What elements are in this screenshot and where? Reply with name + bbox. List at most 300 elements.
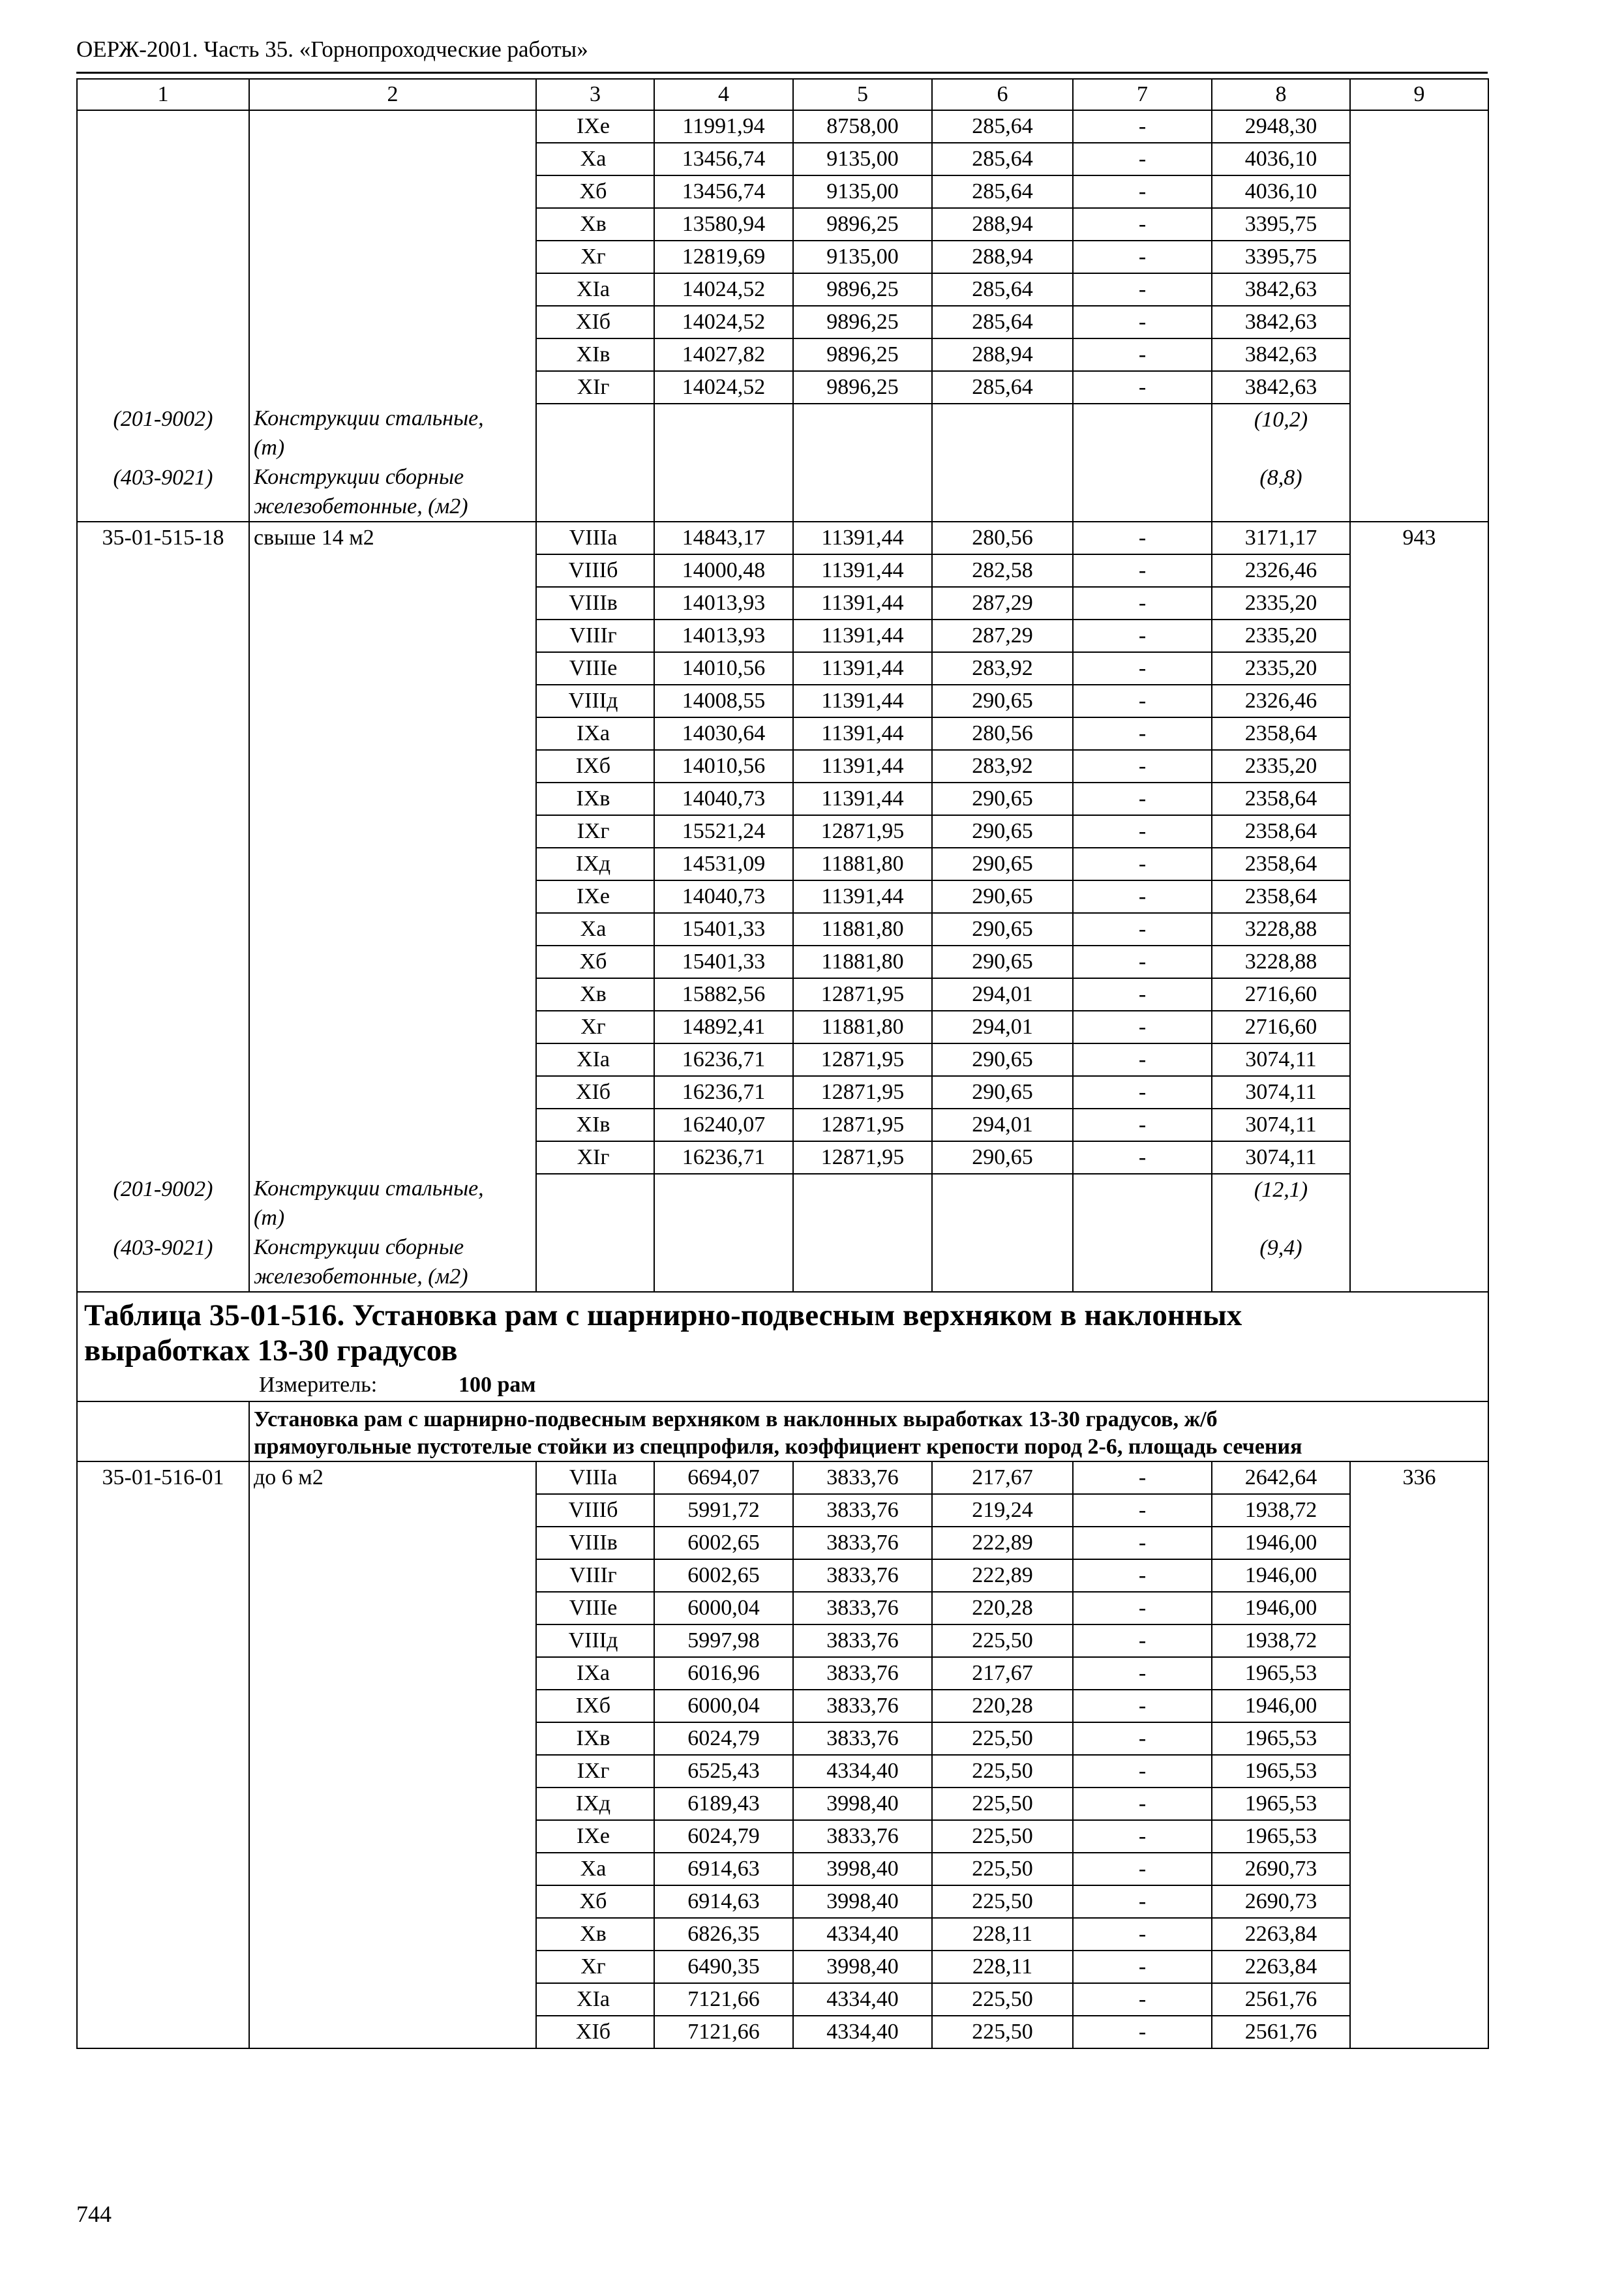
cell-c3: Xa: [536, 913, 654, 946]
cell-c7: -: [1073, 1011, 1212, 1043]
column-number: 5: [793, 79, 932, 110]
table-row: [77, 1043, 1488, 1076]
cell-c4: 14000,48: [654, 554, 793, 587]
header-rule: [76, 72, 1488, 74]
cell-c6: 219,24: [932, 1494, 1073, 1527]
material-code: (201-9002): [77, 1174, 249, 1233]
cell-c7: -: [1073, 1788, 1212, 1820]
column-number: 8: [1212, 79, 1350, 110]
table-row: [77, 554, 1488, 587]
table-cell: [793, 404, 932, 462]
cell-c6: 225,50: [932, 1788, 1073, 1820]
cell-c3: IXд: [536, 1788, 654, 1820]
cell-c5: 11391,44: [793, 685, 932, 717]
cell-c5: 3998,40: [793, 1951, 932, 1983]
cell-c8: 2335,20: [1212, 652, 1350, 685]
cell-c4: 7121,66: [654, 1983, 793, 2016]
cell-c5: 3833,76: [793, 1527, 932, 1559]
cell-c5: 12871,95: [793, 1109, 932, 1141]
table-row: [77, 1624, 1488, 1657]
table-cell: [1350, 306, 1488, 338]
table-cell: [77, 1755, 249, 1788]
material-code: (403-9021): [77, 1233, 249, 1292]
cell-c4: 6694,07: [654, 1461, 793, 1494]
table-cell: [249, 143, 536, 175]
table-cell: [1350, 1885, 1488, 1918]
table-cell: [249, 652, 536, 685]
cell-c7: -: [1073, 273, 1212, 306]
table-cell: [1073, 462, 1212, 522]
table-cell: [654, 404, 793, 462]
table-cell: [1350, 554, 1488, 587]
cell-c4: 6914,63: [654, 1885, 793, 1918]
cell-c3: IXд: [536, 848, 654, 880]
cell-c3: XIв: [536, 1109, 654, 1141]
table-row: [77, 587, 1488, 620]
table-row: [77, 1983, 1488, 2016]
table-row: [77, 2016, 1488, 2048]
cell-c3: IXв: [536, 1722, 654, 1755]
cell-c8: 3171,17: [1212, 522, 1350, 554]
table-cell: [1350, 587, 1488, 620]
cell-c7: -: [1073, 1592, 1212, 1624]
table-cell: [249, 1141, 536, 1174]
cell-c8: 4036,10: [1212, 175, 1350, 208]
cell-c4: 6002,65: [654, 1559, 793, 1592]
cell-c4: 6024,79: [654, 1722, 793, 1755]
table-row: [77, 848, 1488, 880]
cell-c6: 222,89: [932, 1559, 1073, 1592]
measure-unit: [84, 1371, 1481, 1399]
cell-c7: -: [1073, 2016, 1212, 2048]
cell-c7: -: [1073, 1755, 1212, 1788]
table-cell: [1350, 685, 1488, 717]
cell-c7: -: [1073, 946, 1212, 978]
table-cell: [249, 913, 536, 946]
norm-description: свыше 14 м2: [249, 522, 536, 554]
table-cell: [249, 2016, 536, 2048]
table-row: [77, 1853, 1488, 1885]
cell-c4: 13456,74: [654, 143, 793, 175]
cell-c5: 3833,76: [793, 1657, 932, 1690]
table-cell: [536, 462, 654, 522]
cell-c8: 2326,46: [1212, 554, 1350, 587]
cell-c8: 3074,11: [1212, 1043, 1350, 1076]
cell-c4: 14024,52: [654, 273, 793, 306]
running-header: ОЕРЖ-2001. Часть 35. «Горнопроходческие работы»: [76, 37, 588, 62]
cell-c8: 1938,72: [1212, 1494, 1350, 1527]
table-cell: [249, 1853, 536, 1885]
cell-c6: 283,92: [932, 750, 1073, 783]
table-row: [77, 175, 1488, 208]
cell-c6: 225,50: [932, 1853, 1073, 1885]
table-row: [77, 783, 1488, 815]
table-cell: [77, 848, 249, 880]
cell-c6: 287,29: [932, 620, 1073, 652]
column-number-row: [77, 79, 1488, 110]
table-row: [77, 1951, 1488, 1983]
table-cell: [1350, 143, 1488, 175]
cell-c8: 2690,73: [1212, 1853, 1350, 1885]
table-row: [77, 241, 1488, 273]
cell-c5: 4334,40: [793, 1755, 932, 1788]
cell-c6: 220,28: [932, 1690, 1073, 1722]
table-cell: [249, 1755, 536, 1788]
material-quantity: (10,2): [1212, 404, 1350, 462]
cell-c3: IXг: [536, 815, 654, 848]
table-cell: [77, 1722, 249, 1755]
table-cell: [249, 750, 536, 783]
cell-c4: 14013,93: [654, 587, 793, 620]
table-cell: [1350, 1011, 1488, 1043]
table-cell: [249, 978, 536, 1011]
table-cell: [1350, 241, 1488, 273]
cell-c8: 2358,64: [1212, 717, 1350, 750]
cell-c6: 287,29: [932, 587, 1073, 620]
cell-c6: 285,64: [932, 110, 1073, 143]
cell-c5: 12871,95: [793, 815, 932, 848]
cell-c7: -: [1073, 685, 1212, 717]
cell-c6: 225,50: [932, 1755, 1073, 1788]
cell-c4: 13456,74: [654, 175, 793, 208]
table-cell: [249, 1983, 536, 2016]
table-cell: [249, 685, 536, 717]
cell-c7: -: [1073, 1141, 1212, 1174]
table-cell: [1350, 652, 1488, 685]
table-row: [77, 685, 1488, 717]
cell-c5: 9896,25: [793, 306, 932, 338]
cell-c5: 11391,44: [793, 880, 932, 913]
table-cell: [249, 946, 536, 978]
cell-c6: 283,92: [932, 652, 1073, 685]
table-cell: [77, 1788, 249, 1820]
cell-c7: -: [1073, 620, 1212, 652]
cell-c5: 3833,76: [793, 1559, 932, 1592]
cell-c3: VIIIв: [536, 587, 654, 620]
table-cell: [77, 1559, 249, 1592]
cell-c4: 14024,52: [654, 306, 793, 338]
table-cell: [249, 815, 536, 848]
price-table-body: [77, 79, 1488, 2048]
cell-c6: 290,65: [932, 1043, 1073, 1076]
table-cell: [249, 1624, 536, 1657]
cell-c4: 16236,71: [654, 1141, 793, 1174]
cell-c7: -: [1073, 1722, 1212, 1755]
page-number: 744: [76, 2201, 112, 2227]
table-cell: [77, 1885, 249, 1918]
table-cell: [1350, 913, 1488, 946]
cell-c3: VIIIб: [536, 1494, 654, 1527]
cell-c5: 9135,00: [793, 175, 932, 208]
table-row: [77, 946, 1488, 978]
cell-c6: 290,65: [932, 783, 1073, 815]
cell-c7: -: [1073, 848, 1212, 880]
table-cell: [249, 1109, 536, 1141]
cell-c5: 9896,25: [793, 371, 932, 404]
norm-code: 35-01-516-01: [77, 1461, 249, 1494]
price-table: [76, 78, 1489, 2049]
cell-c7: -: [1073, 338, 1212, 371]
table-cell: [793, 1174, 932, 1233]
cell-c5: 9896,25: [793, 208, 932, 241]
table-cell: [1350, 1853, 1488, 1885]
cell-c3: Xб: [536, 175, 654, 208]
table-cell: [1350, 462, 1488, 522]
table-cell: [654, 1233, 793, 1292]
cell-c7: -: [1073, 1076, 1212, 1109]
table-cell: [249, 110, 536, 143]
table-row: [77, 815, 1488, 848]
cell-c3: XIб: [536, 306, 654, 338]
cell-c4: 6189,43: [654, 1788, 793, 1820]
cell-c3: Xб: [536, 946, 654, 978]
material-description-line: железобетонные, (м2): [254, 1264, 468, 1289]
cell-c3: IXб: [536, 1690, 654, 1722]
table-cell: [77, 208, 249, 241]
cell-c6: 290,65: [932, 685, 1073, 717]
cell-c8: 1938,72: [1212, 1624, 1350, 1657]
cell-c7: -: [1073, 717, 1212, 750]
table-cell: [1350, 1141, 1488, 1174]
cell-c8: 2561,76: [1212, 1983, 1350, 2016]
cell-c6: 285,64: [932, 371, 1073, 404]
cell-c5: 3998,40: [793, 1885, 932, 1918]
cell-c7: -: [1073, 1657, 1212, 1690]
cell-c4: 14040,73: [654, 880, 793, 913]
cell-c6: 217,67: [932, 1657, 1073, 1690]
cell-c4: 6000,04: [654, 1690, 793, 1722]
table-row: [77, 1527, 1488, 1559]
table-cell: [1350, 208, 1488, 241]
cell-c5: 4334,40: [793, 2016, 932, 2048]
cell-c8: 2263,84: [1212, 1951, 1350, 1983]
cell-c6: 285,64: [932, 143, 1073, 175]
cell-c4: 14030,64: [654, 717, 793, 750]
material-description: [249, 1233, 536, 1292]
work-description-line: Установка рам с шарнирно-подвесным верхняком в наклонных выработках 13-30 градусов, ж/б: [254, 1407, 1218, 1431]
table-cell: [77, 1527, 249, 1559]
cell-c4: 6024,79: [654, 1820, 793, 1853]
table-cell: [77, 1853, 249, 1885]
cell-c4: 12819,69: [654, 241, 793, 273]
cell-c6: 290,65: [932, 913, 1073, 946]
table-cell: [1350, 848, 1488, 880]
cell-c9: 943: [1350, 522, 1488, 554]
table-row: [77, 338, 1488, 371]
cell-c4: 6525,43: [654, 1755, 793, 1788]
table-cell: [249, 1076, 536, 1109]
cell-c8: 2335,20: [1212, 620, 1350, 652]
cell-c5: 11881,80: [793, 946, 932, 978]
table-cell: [249, 880, 536, 913]
cell-c8: 3842,63: [1212, 338, 1350, 371]
material-row: [77, 1233, 1488, 1292]
table-cell: [793, 1233, 932, 1292]
column-number: 3: [536, 79, 654, 110]
table-row: [77, 110, 1488, 143]
cell-c8: 2358,64: [1212, 848, 1350, 880]
cell-c3: VIIIв: [536, 1527, 654, 1559]
material-description-line: Конструкции сборные: [254, 1235, 464, 1259]
table-cell: [77, 1690, 249, 1722]
table-cell: [1350, 946, 1488, 978]
cell-c8: 3228,88: [1212, 946, 1350, 978]
material-row: [77, 462, 1488, 522]
table-cell: [77, 1076, 249, 1109]
cell-c7: -: [1073, 587, 1212, 620]
table-cell: [77, 1109, 249, 1141]
table-cell: [77, 273, 249, 306]
cell-c3: VIIIб: [536, 554, 654, 587]
column-number: 2: [249, 79, 536, 110]
cell-c5: 3998,40: [793, 1853, 932, 1885]
cell-c5: 11391,44: [793, 620, 932, 652]
table-cell: [77, 241, 249, 273]
cell-c8: 3074,11: [1212, 1109, 1350, 1141]
table-cell: [249, 1820, 536, 1853]
table-cell: [77, 717, 249, 750]
table-cell: [932, 404, 1073, 462]
table-cell: [249, 208, 536, 241]
cell-c8: 2948,30: [1212, 110, 1350, 143]
cell-c8: 1965,53: [1212, 1755, 1350, 1788]
table-cell: [1350, 815, 1488, 848]
cell-c7: -: [1073, 208, 1212, 241]
table-cell: [1350, 1174, 1488, 1233]
cell-c6: 294,01: [932, 1011, 1073, 1043]
table-cell: [77, 1592, 249, 1624]
cell-c7: -: [1073, 1624, 1212, 1657]
table-cell: [249, 175, 536, 208]
cell-c7: -: [1073, 1951, 1212, 1983]
table-cell: [249, 587, 536, 620]
table-cell: [77, 587, 249, 620]
table-cell: [77, 685, 249, 717]
cell-c6: 290,65: [932, 848, 1073, 880]
table-row: [77, 371, 1488, 404]
cell-c4: 6016,96: [654, 1657, 793, 1690]
cell-c3: Xв: [536, 208, 654, 241]
cell-c3: IXe: [536, 880, 654, 913]
table-cell: [77, 1043, 249, 1076]
cell-c7: -: [1073, 1885, 1212, 1918]
table-cell: [654, 1174, 793, 1233]
column-number: 9: [1350, 79, 1488, 110]
table-row: [77, 1885, 1488, 1918]
table-cell: [1350, 371, 1488, 404]
cell-c7: -: [1073, 1820, 1212, 1853]
cell-c5: 11391,44: [793, 717, 932, 750]
cell-c8: 2690,73: [1212, 1885, 1350, 1918]
cell-c7: -: [1073, 306, 1212, 338]
table-cell: [249, 273, 536, 306]
cell-c4: 6490,35: [654, 1951, 793, 1983]
cell-c4: 5997,98: [654, 1624, 793, 1657]
table-cell: [77, 1011, 249, 1043]
cell-c3: Xв: [536, 1918, 654, 1951]
cell-c7: -: [1073, 1494, 1212, 1527]
cell-c3: Xa: [536, 1853, 654, 1885]
cell-c8: 1965,53: [1212, 1722, 1350, 1755]
cell-c3: VIIIe: [536, 652, 654, 685]
cell-c7: -: [1073, 371, 1212, 404]
cell-c8: 2335,20: [1212, 750, 1350, 783]
cell-c7: -: [1073, 522, 1212, 554]
cell-c8: 4036,10: [1212, 143, 1350, 175]
table-cell: [1350, 1233, 1488, 1292]
cell-c3: VIIIe: [536, 1592, 654, 1624]
table-cell: [1350, 1788, 1488, 1820]
table-cell: [249, 338, 536, 371]
table-cell: [536, 404, 654, 462]
table-row: [77, 1109, 1488, 1141]
table-cell: [249, 306, 536, 338]
work-description-line: прямоугольные пустотелые стойки из спецпрофиля, коэффициент крепости пород 2-6, площадь сечения: [254, 1435, 1302, 1459]
table-row: [77, 750, 1488, 783]
cell-c6: 222,89: [932, 1527, 1073, 1559]
table-cell: [932, 1174, 1073, 1233]
table-cell: [1350, 1559, 1488, 1592]
cell-c6: 288,94: [932, 208, 1073, 241]
cell-c5: 12871,95: [793, 978, 932, 1011]
cell-c9: 336: [1350, 1461, 1488, 1494]
table-row: [77, 1657, 1488, 1690]
cell-c7: -: [1073, 750, 1212, 783]
cell-c3: VIIIд: [536, 1624, 654, 1657]
cell-c4: 14008,55: [654, 685, 793, 717]
cell-c5: 3833,76: [793, 1461, 932, 1494]
cell-c6: 225,50: [932, 1885, 1073, 1918]
cell-c3: VIIIг: [536, 1559, 654, 1592]
cell-c8: 3395,75: [1212, 241, 1350, 273]
table-cell: [77, 1918, 249, 1951]
table-cell: [77, 371, 249, 404]
cell-c4: 6002,65: [654, 1527, 793, 1559]
work-description: [249, 1401, 1488, 1461]
table-cell: [1350, 1820, 1488, 1853]
table-cell: [77, 306, 249, 338]
cell-c4: 15401,33: [654, 913, 793, 946]
table-title: [84, 1298, 1481, 1368]
cell-c3: Xг: [536, 1951, 654, 1983]
cell-c4: 14040,73: [654, 783, 793, 815]
cell-c8: 2326,46: [1212, 685, 1350, 717]
cell-c6: 225,50: [932, 1722, 1073, 1755]
cell-c8: 2263,84: [1212, 1918, 1350, 1951]
cell-c5: 11881,80: [793, 913, 932, 946]
material-description-line: железобетонные, (м2): [254, 494, 468, 518]
subheading-row: [77, 1401, 1488, 1461]
table-cell: [77, 1401, 249, 1461]
table-cell: [249, 1527, 536, 1559]
table-row: [77, 208, 1488, 241]
table-row: [77, 978, 1488, 1011]
table-cell: [1350, 404, 1488, 462]
cell-c3: XIг: [536, 1141, 654, 1174]
cell-c5: 11881,80: [793, 848, 932, 880]
cell-c6: 290,65: [932, 946, 1073, 978]
cell-c5: 11881,80: [793, 1011, 932, 1043]
cell-c8: 3395,75: [1212, 208, 1350, 241]
table-cell: [1350, 273, 1488, 306]
cell-c5: 11391,44: [793, 587, 932, 620]
table-cell: [77, 1624, 249, 1657]
measure-label: Измеритель:: [259, 1373, 378, 1397]
cell-c4: 14013,93: [654, 620, 793, 652]
table-cell: [77, 1983, 249, 2016]
table-cell: [249, 1494, 536, 1527]
table-cell: [249, 1885, 536, 1918]
